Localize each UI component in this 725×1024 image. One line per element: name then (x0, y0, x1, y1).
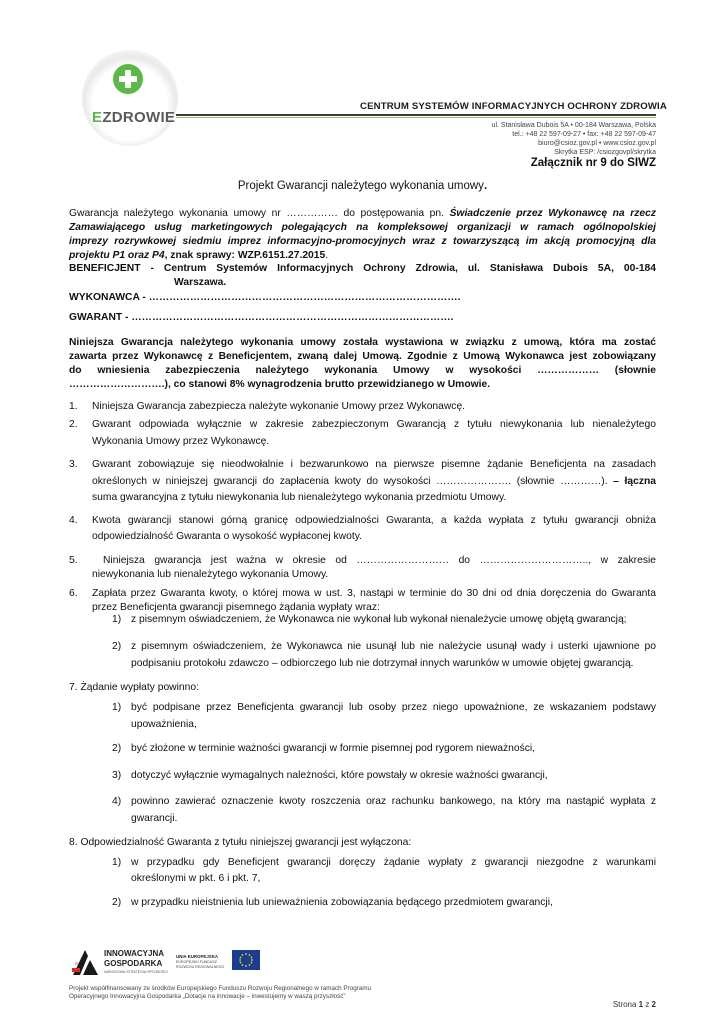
item-5-number: 5. (69, 555, 78, 566)
item-4-line-2: odpowiedzialność Gwaranta o wysokość wypłaconej kwoty. (92, 531, 362, 542)
item-1-number: 1. (69, 401, 78, 412)
logo-wordmark: EZDROWIE (92, 109, 176, 126)
statement-line-4: ……………………….), co stanowi 8% wynagrodzenia brutto przewidzianego w Umowie. (69, 379, 491, 390)
item-7-heading: 7. Żądanie wypłaty powinno: (69, 682, 199, 693)
item-7-sub-4-line-2: gwarancji. (131, 813, 178, 824)
organization-phone: tel.: +48 22 597-09-27 • fax: +48 22 597-09-47 (512, 131, 656, 138)
item-4-number: 4. (69, 515, 78, 526)
intro-line-4: projektu P1 oraz P4, znak sprawy: WZP.6151.27.2015. (69, 250, 329, 261)
ig-title-line-1: INNOWACYJNA (104, 949, 165, 958)
document-title: Projekt Gwarancji należytego wykonania umowy. (237, 180, 488, 192)
item-2-number: 2. (69, 419, 78, 430)
statement-line-1: Niniejsza Gwarancja należytego wykonania umowy została wystawiona w związku z umową, która ma zostać (69, 337, 656, 348)
annex-label: Załącznik nr 9 do SIWZ (530, 157, 656, 169)
item-6-line-1: Zapłata przez Gwaranta kwoty, o której mowa w ust. 3, nastąpi w terminie do 30 dni od dnia doręczenia do Gwaranta (92, 588, 656, 599)
item-5-line-1: Niniejsza gwarancja jest ważna w okresie od ……………………… do ………………………….., w zakresie (103, 555, 656, 566)
beneficiary-line-1: BENEFICJENT - Centrum Systemów Informacyjnych Ochrony Zdrowia, ul. Stanisława Dubois 5A, 00-184 (69, 263, 656, 274)
item-1-text: Niniejsza Gwarancja zabezpiecza należyte wykonanie Umowy przez Wykonawcę. (92, 401, 466, 412)
item-6-sub-1-number: 1) (112, 614, 122, 625)
item-7-sub-3-text: dotyczyć wyłącznie wymagalnych należności, które powstały w okresie ważności gwarancji, (131, 770, 548, 781)
organization-email-web: biuro@csioz.gov.pl • www.csioz.gov.pl (538, 140, 656, 147)
item-8-heading: 8. Odpowiedzialność Gwaranta z tytułu niniejszej gwarancji jest wyłączona: (69, 837, 412, 848)
funding-note-line-2: Operacyjnego Innowacyjna Gospodarka „Dotacje na innowacje – inwestujemy w waszą przyszłość” (69, 993, 346, 1000)
header-divider-accent (176, 117, 656, 118)
item-7-sub-1-line-2: upoważnienia, (131, 719, 197, 730)
item-6-sub-2-line-1: z pisemnym oświadczeniem, że Wykonawca nie usunął lub nie należycie usunął wady i usterki ujawnione po (131, 641, 656, 652)
innovative-economy-logo (70, 946, 176, 980)
organization-name: CENTRUM SYSTEMÓW INFORMACYJNYCH OCHRONY ZDROWIA (360, 101, 667, 112)
beneficiary-line-2: Warszawa. (174, 277, 227, 288)
item-2-line-2: Wykonania Umowy przez Wykonawcę. (92, 436, 270, 447)
intro-line-1: Gwarancja należytego wykonania umowy nr …………… do postępowania pn. Świadczenie przez Wykonawcę na rzecz (69, 208, 657, 219)
item-8-sub-2-text: w przypadku nieistnienia lub unieważnienia zobowiązania będącego przedmiotem gwarancji, (131, 897, 553, 908)
ig-subtitle: NARODOWA STRATEGIA SPÓJNOŚCI (104, 970, 168, 974)
eu-label-line-3: ROZWOJU REGIONALNEGO (176, 965, 225, 969)
item-6-sub-2-number: 2) (112, 641, 122, 652)
item-6-line-2: przez Beneficjenta gwarancji pisemnego żądania wypłaty wraz: (92, 602, 380, 613)
innovative-economy-emblem-icon (70, 946, 102, 978)
item-8-sub-2-number: 2) (112, 897, 122, 908)
ig-title-line-2: GOSPODARKA (104, 959, 163, 968)
organization-address: ul. Stanisława Dubois 5A • 00-184 Warszawa, Polska (491, 122, 656, 129)
item-3-line-2: określonych w niniejszej gwarancji do zapłacenia kwoty do wysokości …………………. (słownie …………). – łączna (92, 476, 656, 487)
item-8-sub-1-line-2: określonymi w pkt. 6 i pkt. 7, (131, 873, 261, 884)
item-7-sub-1-number: 1) (112, 702, 122, 713)
eu-flag-icon (232, 950, 260, 970)
item-6-number: 6. (69, 588, 78, 599)
item-7-sub-2-number: 2) (112, 743, 122, 754)
contractor-line: WYKONAWCA - ………………………………………………………………………………. (69, 292, 461, 303)
item-6-sub-2-line-2: podpisaniu protokołu zdawczo – odbiorczego lub nie dotrzymał innych warunków w umowie objętej gwarancją. (131, 658, 634, 669)
ezdrowie-logo (78, 50, 182, 148)
intro-line-3: imprezy rozrywkowej siedmiu imprez informacyjno-promocyjnych wraz z towarzyszącą im akcją promocyjną dla (69, 236, 656, 247)
item-7-sub-4-line-1: powinno zawierać oznaczenie kwoty roszczenia oraz rachunku bankowego, na który ma nastąpić wypłata z (131, 796, 656, 807)
eu-label-line-2: EUROPEJSKI FUNDUSZ (176, 960, 217, 964)
medical-cross-icon (113, 64, 143, 94)
item-2-line-1: Gwarant odpowiada wyłącznie w zakresie zabezpieczonym Gwarancją z tytułu niewykonania lub nienależytego (92, 419, 656, 430)
statement-line-3: do wniesienia zabezpieczenia należytego wykonania Umowy w wysokości ……………… (słownie (69, 365, 656, 376)
guarantor-line: GWARANT - …………………………………………………………………………………. (69, 312, 454, 323)
header-divider (176, 114, 656, 116)
eu-label-line-1: UNIA EUROPEJSKA (176, 954, 219, 959)
item-3-line-3: suma gwarancyjna z tytułu niewykonania lub nienależytego wykonania przedmiotu Umowy. (92, 492, 507, 503)
item-6-sub-1-text: z pisemnym oświadczeniem, że Wykonawca nie wykonał lub wykonał nienależycie umowę objętą gwarancją; (131, 614, 627, 625)
funding-note-line-1: Projekt współfinansowany ze środków Europejskiego Funduszu Rozwoju Regionalnego w ramach Programu (69, 985, 372, 992)
item-8-sub-1-number: 1) (112, 857, 122, 868)
item-3-line-1: Gwarant zobowiązuje się nieodwołalnie i bezwarunkowo na pierwsze pisemne żądanie Beneficjenta na zasadach (92, 459, 656, 470)
item-5-line-2: niewykonania lub nienależytego wykonania Umowy. (92, 569, 329, 580)
organization-epuap: Skrytka ESP: /csiozgovpl/skrytka (554, 149, 656, 156)
page-number: Strona 1 z 2 (612, 1000, 656, 1009)
item-3-number: 3. (69, 459, 78, 470)
item-8-sub-1-line-1: w przypadku gdy Beneficjent gwarancji doręczy żądanie wypłaty z gwarancji niezgodne z warunkami (131, 857, 656, 868)
intro-line-2: Zamawiającego usług marketingowych polegających na kompleksowej organizacji w ramach ogólnopolskiej (69, 222, 656, 233)
item-7-sub-1-line-1: być podpisane przez Beneficjenta gwarancji lub osoby przez niego upoważnione, ze wskazaniem podstawy (131, 702, 656, 713)
eu-fund-label (176, 948, 232, 978)
item-7-sub-2-text: być złożone w terminie ważności gwarancji w formie pisemnej pod rygorem nieważności, (131, 743, 536, 754)
item-7-sub-3-number: 3) (112, 770, 122, 781)
statement-line-2: zawarta przez Wykonawcę z Beneficjentem, zwaną dalej Umową. Zgodnie z Umową Wykonawca jest zobowiązany (69, 351, 656, 362)
item-4-line-1: Kwota gwarancji stanowi górną granicę odpowiedzialności Gwaranta, a każda wypłata z tytułu gwarancji obniża (92, 515, 656, 526)
item-7-sub-4-number: 4) (112, 796, 122, 807)
